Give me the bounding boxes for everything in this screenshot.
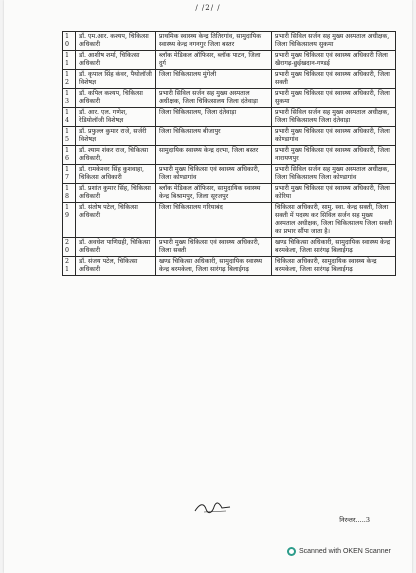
- new-posting-cell: प्रभारी सिविल सर्जन सह मुख्य अस्पताल अधीक्षक, जिला चिकित्सालय जिला दंतेवाड़ा: [272, 108, 396, 127]
- new-posting-cell: प्रभारी सिविल सर्जन सह मुख्य अस्पताल अधीक्षक, जिला चिकित्सालय जिला कोण्डागांव: [272, 165, 396, 184]
- officer-name-cell: डॉ. आर. एल. गणेश, रेडियोलॉजी विशेषज्ञ: [76, 108, 156, 127]
- officer-name-cell: डॉ. कृपाल सिंह कंवर, पैथोलॉजी विशेषज्ञ: [76, 70, 156, 89]
- current-posting-cell: प्रभारी सिविल सर्जन सह मुख्य अस्पताल अधीक्षक, जिला चिकित्सालय जिला दंतेवाड़ा: [156, 89, 272, 108]
- officer-name-cell: डॉ. कपिल कश्यप, चिकित्सा अधिकारी: [76, 89, 156, 108]
- table-row: [63, 165, 396, 184]
- current-posting-cell: सामुदायिक स्वास्थ्य केन्द्र दरभा, जिला बस्तर: [156, 146, 272, 165]
- officer-name-cell: डॉ. रामकेश्वर सिंह कुशवाहा, चिकित्सा अधिकारी: [76, 165, 156, 184]
- table-row: [63, 203, 396, 238]
- officer-name-cell: डॉ. प्रशांत कुमार सिंह, चिकित्सा अधिकारी: [76, 184, 156, 203]
- table-row: [63, 51, 396, 70]
- officer-name-cell: डॉ. आशीष शर्मा, चिकित्सा अधिकारी: [76, 51, 156, 70]
- table-row: [63, 238, 396, 257]
- table-row: [63, 127, 396, 146]
- continued-marker: निरन्तर.....3: [339, 516, 370, 524]
- scanner-logo-icon: [287, 547, 296, 556]
- serial-cell: 20: [63, 238, 76, 257]
- current-posting-cell: प्राथमिक स्वास्थ्य केन्द्र तितिरगांव, सामुदायिक स्वास्थ्य केन्द्र नगनगुर जिला बस्तर: [156, 32, 272, 51]
- table-row: [63, 108, 396, 127]
- new-posting-cell: खण्ड चिकित्सा अधिकारी, सामुदायिक स्वास्थ्य केन्द्र बरमकेला, जिला सारंगढ़ बिलाईगढ़: [272, 238, 396, 257]
- new-posting-cell: प्रभारी मुख्य चिकित्सा एवं स्वास्थ्य अधिकारी जिला खैरागढ़-छुईखदान-गण्डई: [272, 51, 396, 70]
- serial-cell: 15: [63, 127, 76, 146]
- serial-cell: 18: [63, 184, 76, 203]
- transfer-table: [62, 31, 396, 276]
- current-posting-cell: प्रभारी मुख्य चिकित्सा एवं स्वास्थ्य अधिकारी, जिला सक्ती: [156, 238, 272, 257]
- scanner-watermark: [287, 547, 391, 556]
- current-posting-cell: जिला चिकित्सालय मुंगेली: [156, 70, 272, 89]
- table-row: [63, 89, 396, 108]
- officer-name-cell: डॉ. श्याम शंकर राज, चिकित्सा अधिकारी,: [76, 146, 156, 165]
- new-posting-cell: प्रभारी मुख्य चिकित्सा एवं स्वास्थ्य अधिकारी, जिला कोण्डागांव: [272, 127, 396, 146]
- serial-cell: 19: [63, 203, 76, 238]
- document-page: [4, 0, 412, 573]
- table-body: [63, 32, 396, 276]
- current-posting-cell: प्रभारी मुख्य चिकित्सा एवं स्वास्थ्य अधिकारी, जिला कोण्डागांव: [156, 165, 272, 184]
- serial-cell: 10: [63, 32, 76, 51]
- officer-name-cell: डॉ. संजय पटेल, चिकित्सा अधिकारी: [76, 257, 156, 276]
- new-posting-cell: चिकित्सा अधिकारी, सामु. स्वा. केन्द्र सक्ती, जिला सक्ती में पदस्थ कर सिविल सर्जन सह मुख्य अस्पताल अधीक्षक, जिला चिकित्सालय जिला सक्ती का प्रभार सौंपा जाता है।: [272, 203, 396, 238]
- table-row: [63, 184, 396, 203]
- officer-name-cell: डॉ. अवधेश पाणिग्रही, चिकित्सा अधिकारी: [76, 238, 156, 257]
- current-posting-cell: ब्लॉक मेडिकल ऑफिसर, सामुदायिक स्वास्थ्य केन्द्र बिश्रामपुर, जिला सूरजपुर: [156, 184, 272, 203]
- serial-cell: 21: [63, 257, 76, 276]
- new-posting-cell: चिकित्सा अधिकारी, सामुदायिक स्वास्थ्य केन्द्र बरमकेला, जिला सारंगढ़ बिलाईगढ़: [272, 257, 396, 276]
- scanner-text: Scanned with OKEN Scanner: [299, 548, 391, 555]
- serial-cell: 16: [63, 146, 76, 165]
- new-posting-cell: प्रभारी मुख्य चिकित्सा एवं स्वास्थ्य अधिकारी, जिला नारायणपुर: [272, 146, 396, 165]
- table-row: [63, 32, 396, 51]
- current-posting-cell: खण्ड चिकित्सा अधिकारी, सामुदायिक स्वास्थ्य केन्द्र बरमकेला, जिला सारंगढ़ बिलाईगढ़: [156, 257, 272, 276]
- officer-name-cell: डॉ. प्रफुल्ल कुमार राजे, सर्जरी विशेषज्ञ: [76, 127, 156, 146]
- serial-cell: 13: [63, 89, 76, 108]
- serial-cell: 12: [63, 70, 76, 89]
- officer-name-cell: डॉ. संतोष पटेल, चिकित्सा अधिकारी: [76, 203, 156, 238]
- new-posting-cell: प्रभारी मुख्य चिकित्सा एवं स्वास्थ्य अधिकारी, जिला सुकमा: [272, 89, 396, 108]
- current-posting-cell: जिला चिकित्सालय बीजापुर: [156, 127, 272, 146]
- serial-cell: 11: [63, 51, 76, 70]
- table-row: [63, 146, 396, 165]
- table-row: [63, 70, 396, 89]
- officer-name-cell: डॉ. एम.आर. कश्यप, चिकित्सा अधिकारी: [76, 32, 156, 51]
- signature: [192, 499, 232, 515]
- current-posting-cell: जिला चिकित्सालय गरियाबंद: [156, 203, 272, 238]
- serial-cell: 14: [63, 108, 76, 127]
- new-posting-cell: प्रभारी सिविल सर्जन सह मुख्य अस्पताल अधीक्षक, जिला चिकित्सालय सुकमा: [272, 32, 396, 51]
- page-number: / /2/ /: [195, 4, 221, 12]
- current-posting-cell: जिला चिकित्सालय, जिला दंतेवाड़ा: [156, 108, 272, 127]
- serial-cell: 17: [63, 165, 76, 184]
- new-posting-cell: प्रभारी मुख्य चिकित्सा एवं स्वास्थ्य अधिकारी, जिला कोरिया: [272, 184, 396, 203]
- current-posting-cell: ब्लॉक मेडिकल ऑफिसर, ब्लॉक पाटन, जिला दुर्ग: [156, 51, 272, 70]
- new-posting-cell: प्रभारी मुख्य चिकित्सा एवं स्वास्थ्य अधिकारी, जिला सक्ती: [272, 70, 396, 89]
- table-row: [63, 257, 396, 276]
